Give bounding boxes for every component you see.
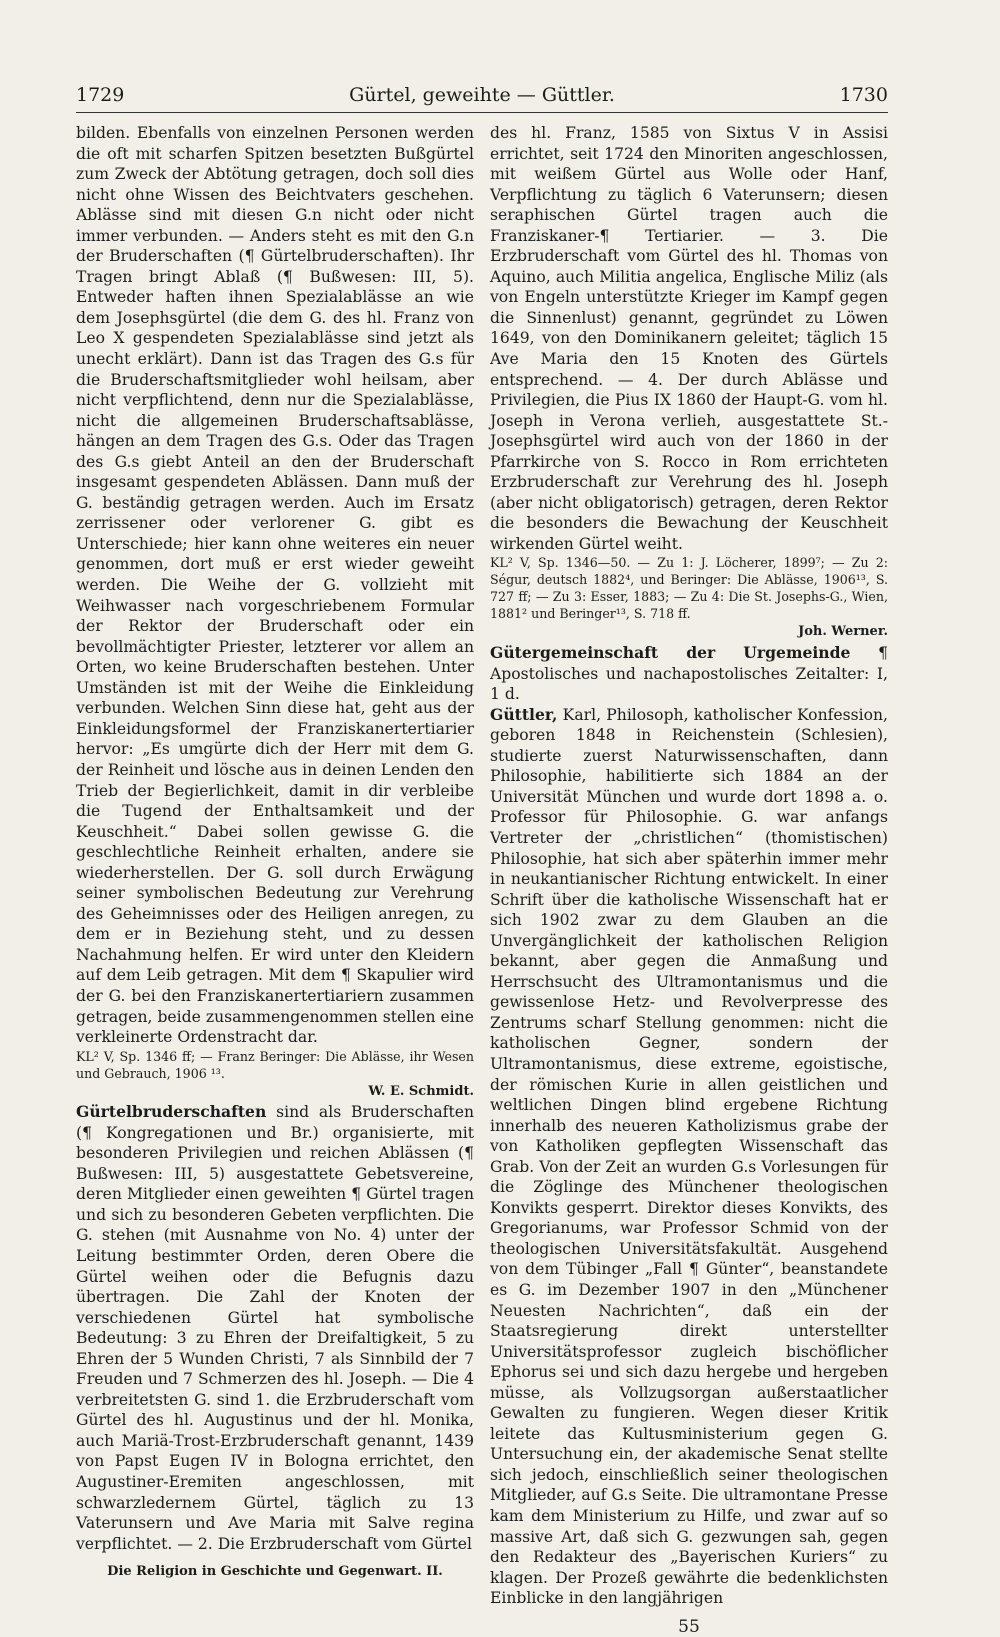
entry-guertelbruderschaften (76, 1102, 474, 1554)
right-author: Joh. Werner. (798, 624, 888, 640)
text-columns (76, 123, 888, 1637)
lemma-guertelbruderschaften: Gürtelbruderschaften (76, 1102, 267, 1122)
left-paragraph-1: bilden. Ebenfalls von einzelnen Personen werden die oft mit scharfen Spitzen besetzten Bußgürtel zum Zweck der Abtötung getragen, doch soll dies nicht ohne Wissen des Beichtvaters geschehen. Ablässe sind mit diesen G.n nicht oder nicht immer verbunden. — Anders steht es mit den G.n der Bruderschaften (¶ Gürtelbruderschaften). Ihr Tragen bringt Ablaß (¶ Bußwesen: III, 5). Entweder haften ihnen Spezialablässe an wie dem Josephsgürtel (die dem G. des hl. Franz von Leo X gespendeten Spezialablässe sind jetzt als unecht erklärt). Dann ist das Tragen des G.s für die Bruderschaftsmitglieder wohl heilsam, aber nicht verpflichtend, denn nur die Spezialablässe, nicht die allgemeinen Bruderschaftsablässe, hängen an dem Tragen des G.s. Oder das Tragen des G.s giebt Anteil an den der Bruderschaft insgesamt gespendeten Ablässen. Dann muß der G. beständig getragen werden. Auch im Ersatz zerrissener oder verlorener G. gibt es Unterschiede; hier kann ohne weiteres ein neuer genommen, dort muß er erst wieder geweiht werden. Die Weihe der G. vollzieht mit Weihwasser nach vorgeschriebenem Formular der Rektor der Bruderschaft oder ein bevollmächtigter Priester, letzterer vor allem an Orten, wo keine Bruderschaften bestehen. Unter Umständen ist mit der Weihe die Einkleidung verbunden. Welchen Sinn diese hat, geht aus der Einkleidungsformel der Franziskanertertiarier hervor: „Es umgürte dich der Herr mit dem G. der Reinheit und lösche aus in deinen Lenden den Trieb der Begierlichkeit, damit in dir verbleibe die Tugend der Enthaltsamkeit und der Keuschheit.“ Dabei sollen gewisse G. die geschlechtliche Reinheit erhalten, andere sie wiederherstellen. Der G. soll durch Erwägung seiner symbolischen Bedeutung zur Verehrung des Geheimnisses oder des Heiligen anregen, zu dem er in Beziehung steht, und zu dessen Nachahmung helfen. Er wird unter den Kleidern auf dem Leib getragen. Mit dem ¶ Skapulier wird der G. bei den Franziskanertertiariern zusammen getragen, beide zusammengenommen stellen eine verkleinerte Ordenstracht dar. (76, 124, 474, 1047)
entry-guertelbruderschaften-text: sind als Bruderschaften (¶ Kongregationen und Br.) organisierte, mit besonderen Privilegien und reichen Ablässen (¶ Bußwesen: III, 5) ausgestattete Gebetsvereine, deren Mitglieder einen geweihten ¶ Gürtel tragen und sich zu besonderen Gebeten verpflichten. Die G. stehen (mit Ausnahme von No. 4) unter der Leitung bestimmter Orden, deren Obere die Gürtel weihen oder die Befugnis dazu übertragen. Die Zahl der Knoten der verschiedenen Gürtel hat symbolische Bedeutung: 3 zu Ehren der Dreifaltigkeit, 5 zu Ehren der 5 Wunden Christi, 7 als Sinnbild der 7 Freuden und 7 Schmerzen des hl. Joseph. — Die 4 verbreitetsten G. sind 1. die Erzbruderschaft vom Gürtel des hl. Augustinus und der hl. Monika, auch Mariä-Trost-Erzbruderschaft genannt, 1439 von Papst Eugen IV in Bologna errichtet, den Augustiner-Eremiten angeschlossen, mit schwarzledernem Gürtel, täglich zu 13 Vaterunsern und Ave Maria mit Salve regina verpflichtet. — 2. Die Erzbruderschaft vom Gürtel (76, 1103, 474, 1553)
right-paragraph-1: des hl. Franz, 1585 von Sixtus V in Assisi errichtet, seit 1724 den Minoriten angeschlossen, mit weißem Gürtel aus Wolle oder Hanf, Verpflichtung zu täglich 6 Vaterunsern; diesen seraphischen Gürtel tragen auch die Franziskaner-¶ Tertiarier. — 3. Die Erzbruderschaft vom Gürtel des hl. Thomas von Aquino, auch Militia angelica, Englische Miliz (als von Engeln unterstützte Krieger im Kampf gegen die Sinnenlust) genannt, gegründet zu Löwen 1649, von den Dominikanern geleitet; täglich 15 Ave Maria den 15 Knoten des Gürtels entsprechend. — 4. Der durch Ablässe und Privilegien, die Pius IX 1860 der Haupt-G. vom hl. Joseph in Verona verlieh, ausgestattete St.-Josephsgürtel wird auch von der 1860 in der Pfarrkirche von S. Rocco in Rom errichteten Erzbruderschaft zur Verehrung des hl. Joseph (aber nicht obligatorisch) getragen, deren Rektor die besonders die Bewachung der Keuschheit wirkenden Gürtel weiht. (490, 124, 888, 553)
lemma-guetergemeinschaft: Gütergemeinschaft der Urgemeinde (490, 643, 851, 663)
right-reference: KL² V, Sp. 1346—50. — Zu 1: J. Löcherer, 1899⁷; — Zu 2: Ségur, deutsch 1882⁴, und Beringer: Die Ablässe, 1906¹³, S. 727 ff; — Zu 3: Esser, 1883; — Zu 4: Die St. Josephs-G., Wien, 1881² und Beringer¹³, S. 718 ff. (490, 555, 888, 622)
right-column (490, 123, 888, 1637)
page-number-left: 1729 (76, 84, 125, 106)
entry-guettler (490, 705, 888, 1609)
entry-guetergemeinschaft-text: ¶ Apostolisches und nachapostolisches Zeitalter: I, 1 d. (490, 644, 888, 704)
entry-guetergemeinschaft (490, 643, 888, 705)
left-reference: KL² V, Sp. 1346 ff; — Franz Beringer: Die Ablässe, ihr Wesen und Gebrauch, 1906 ¹³. (76, 1048, 474, 1081)
running-header (76, 84, 888, 113)
left-footer: Die Religion in Geschichte und Gegenwart. II. (107, 1564, 443, 1580)
page-number-right: 1730 (839, 84, 888, 106)
running-title: Gürtel, geweihte — Güttler. (349, 84, 615, 106)
sheet-number: 55 (678, 1616, 700, 1637)
left-author: W. E. Schmidt. (368, 1083, 474, 1099)
entry-guettler-text: Karl, Philosoph, katholischer Konfession, geboren 1848 in Reichenstein (Schlesien), studierte zuerst Naturwissenschaften, dann Philosophie, habilitierte sich 1884 an der Universität München und wurde dort 1898 a. o. Professor für Philosophie. G. war anfangs Vertreter der „christlichen“ (thomistischen) Philosophie, hat sich aber späterhin immer mehr in neukantianischer Richtung entwickelt. In einer Schrift über die katholische Wissenschaft hat er sich 1902 zwar zu dem Glauben an die Unvergänglichkeit der katholischen Religion bekannt, aber gegen die Anmaßung und Herrschsucht des Ultramontanismus und die gewissenlose Hetz- und Revolverpresse des Zentrums scharf Stellung genommen: nicht die katholischen Gegner, sondern der Ultramontanismus, diese extreme, egoistische, der römischen Kurie in allen geistlichen und weltlichen Dingen blind ergebene Richtung innerhalb des neueren Katholizismus grabe der von Katholiken gepflegten Wissenschaft das Grab. Von der Zeit an wurden G.s Vorlesungen für die Zöglinge des Münchener theologischen Konvikts gesperrt. Direktor dieses Konvikts, des Gregorianums, war Professor Schmid von der theologischen Universitätsfakultät. Ausgehend von dem Tübinger „Fall ¶ Günter“, beanstandete es G. im Dezember 1907 in den „Münchener Neuesten Nachrichten“, daß ein der Staatsregierung direkt unterstellter Universitätsprofessor zugleich bischöflicher Ephorus sei und sich dazu hergebe und hergeben müsse, als Vollzugsorgan außerstaatlicher Gewalten zu fungieren. Wegen dieser Kritik leitete das Kultusministerium gegen G. Untersuchung ein, der akademische Senat stellte sich jedoch, einschließlich seiner theologischen Mitglieder, auf G.s Seite. Die ultramontane Presse kam dem Ministerium zu Hilfe, und zwar auf so massive Art, daß sich G. gezwungen sah, gegen den Redakteur des „Bayerischen Kuriers“ zu klagen. Der Prozeß gewährte die bedenklichsten Einblicke in den langjährigen (490, 705, 888, 1608)
left-column (76, 123, 474, 1580)
lemma-guettler: Güttler, (490, 704, 558, 724)
